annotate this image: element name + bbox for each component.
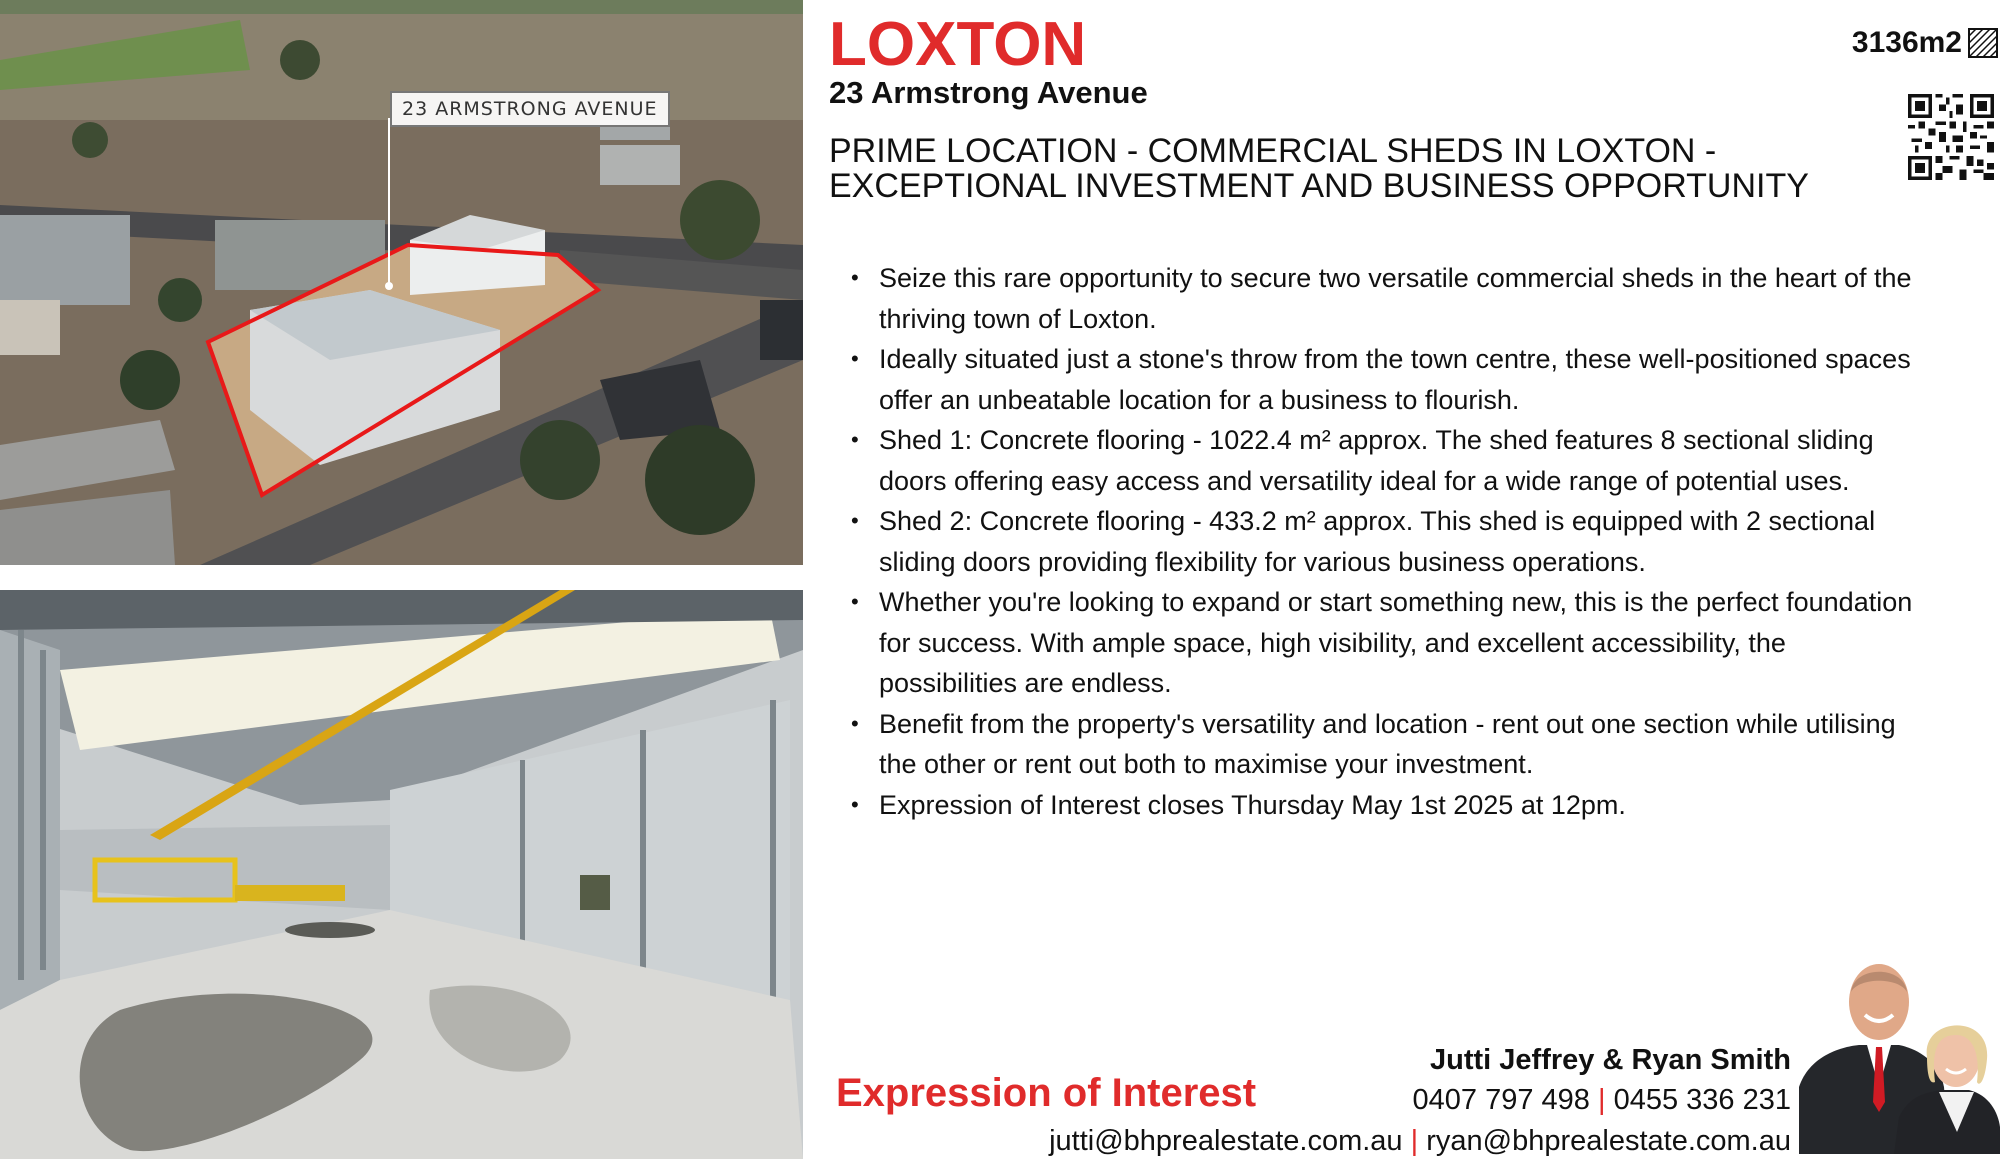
qr-code-icon[interactable]: [1908, 94, 1994, 180]
feature-item: • Ideally situated just a stone's throw from the town centre, these well-positioned spaces offer an unbeatable location for a business to flourish.: [879, 339, 1929, 420]
listing-headline: PRIME LOCATION - COMMERCIAL SHEDS IN LOXTON - EXCEPTIONAL INVESTMENT AND BUSINESS OPPORTUNITY: [829, 132, 1809, 205]
aerial-photo: [0, 0, 803, 565]
agent-phone-2[interactable]: 0455 336 231: [1613, 1084, 1791, 1116]
feature-item: • Shed 1: Concrete flooring - 1022.4 m² approx. The shed features 8 sectional sliding doors offering easy access and versatility ideal for a wide range of potential uses.: [879, 420, 1929, 501]
agent-portrait: [1799, 947, 2000, 1154]
agent-phone-1[interactable]: 0407 797 498: [1412, 1084, 1590, 1116]
sale-method: Expression of Interest: [836, 1071, 1257, 1115]
agent-email-2[interactable]: ryan@bhprealestate.com.au: [1426, 1125, 1791, 1157]
shed-interior-photo: [0, 590, 803, 1159]
agent-emails: [1049, 1120, 1791, 1162]
separator: |: [1410, 1125, 1419, 1157]
land-area-icon: [1966, 26, 2000, 60]
feature-item: • Benefit from the property's versatility and location - rent out one section while utilising the other or rent out both to maximise your investment.: [879, 704, 1929, 785]
separator: |: [1597, 1084, 1606, 1116]
feature-item: • Shed 2: Concrete flooring - 433.2 m² approx. This shed is equipped with 2 sectional sliding doors providing flexibility for various business operations.: [879, 501, 1929, 582]
land-area-value: 3136m2: [1851, 26, 1962, 59]
land-area: [1780, 26, 2000, 60]
town-title: LOXTON: [829, 10, 1087, 79]
feature-list: [829, 258, 1929, 825]
feature-item: • Expression of Interest closes Thursday May 1st 2025 at 12pm.: [879, 785, 1929, 826]
feature-item: • Whether you're looking to expand or start something new, this is the perfect foundation for success. With ample space, high visibility, and excellent accessibility, the possibilities are endless.: [879, 582, 1929, 704]
photo-address-label: 23 ARMSTRONG AVENUE: [390, 91, 670, 127]
agent-phones: [1049, 1080, 1791, 1120]
agent-contact: [1049, 1040, 1791, 1162]
property-address: 23 Armstrong Avenue: [829, 75, 1148, 110]
feature-item: • Seize this rare opportunity to secure two versatile commercial sheds in the heart of the thriving town of Loxton.: [879, 258, 1929, 339]
agent-names: Jutti Jeffrey & Ryan Smith: [1430, 1044, 1791, 1076]
agent-email-1[interactable]: jutti@bhprealestate.com.au: [1049, 1125, 1403, 1157]
